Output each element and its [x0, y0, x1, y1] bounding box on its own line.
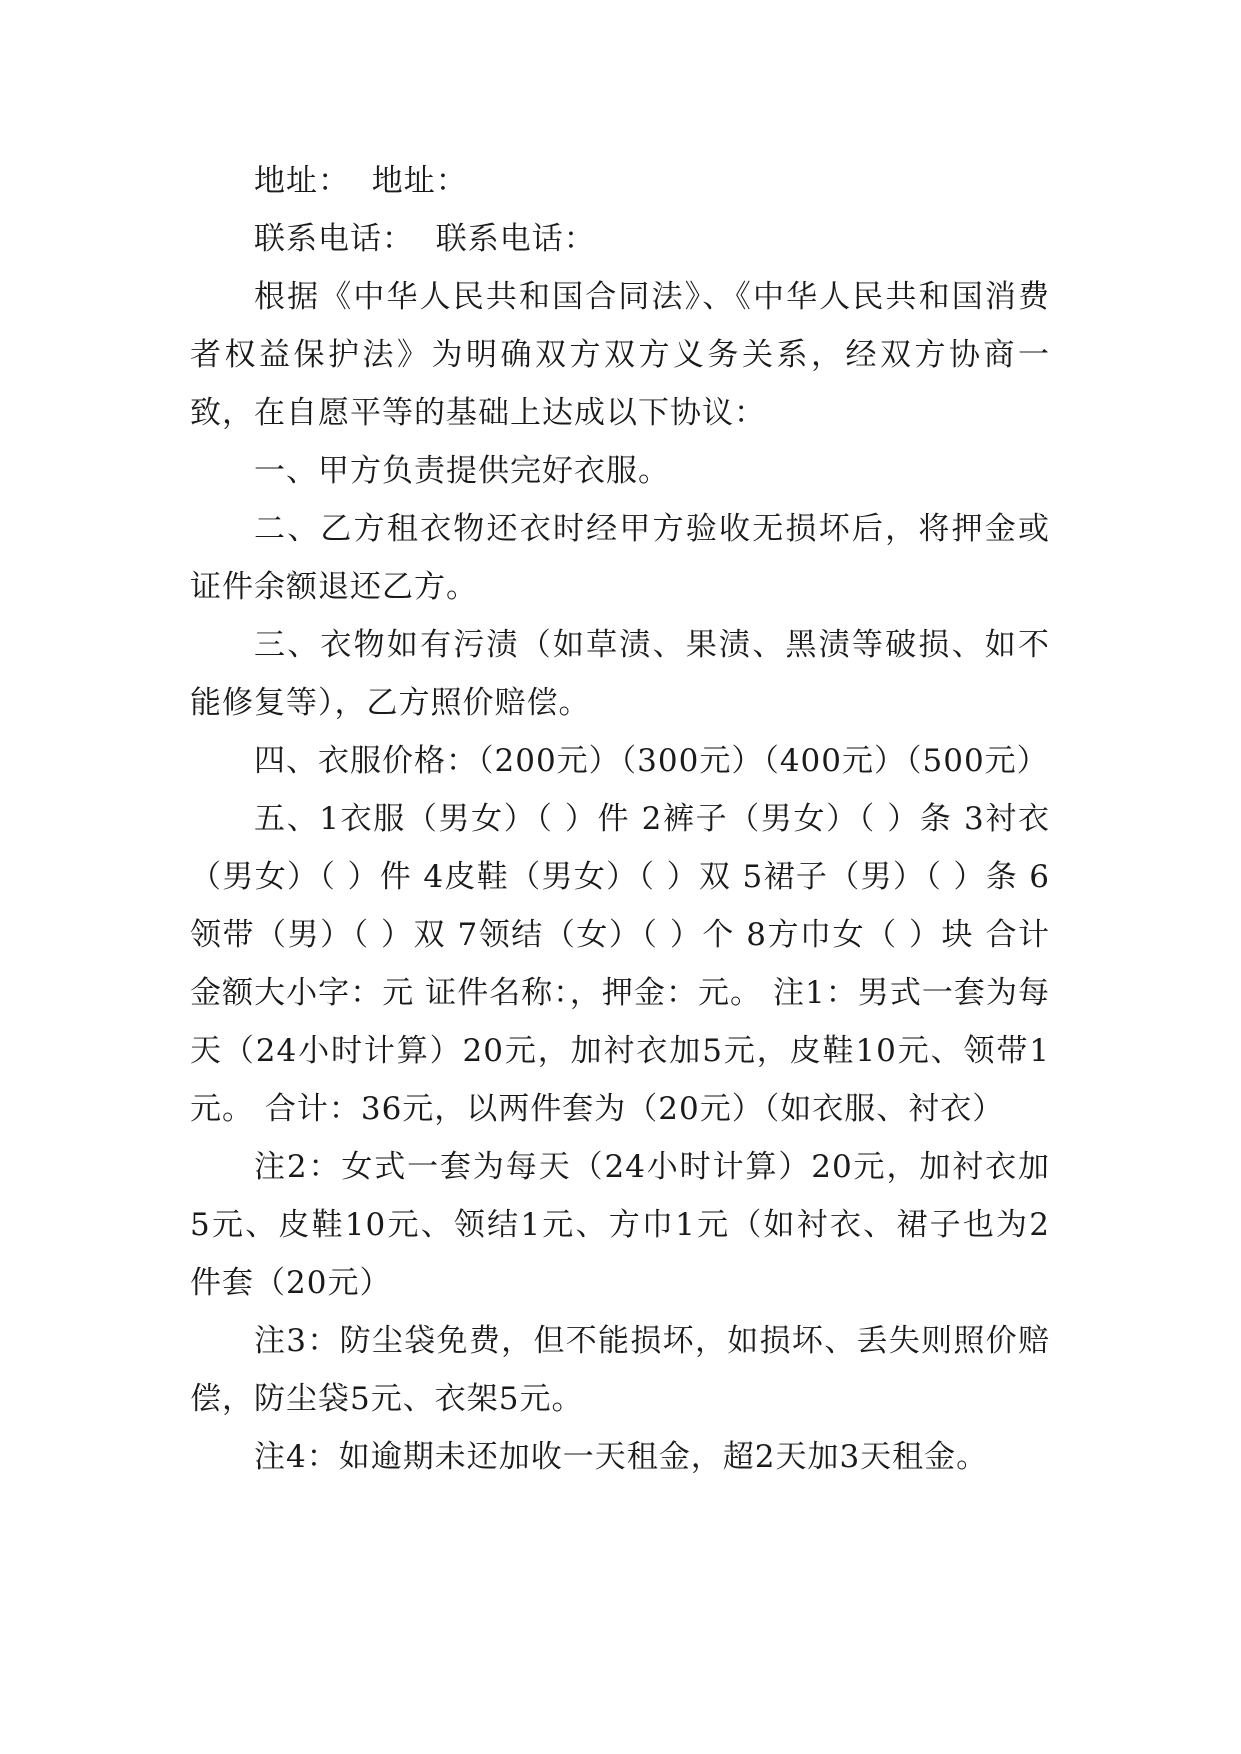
document-body: [190, 152, 1050, 1486]
phone-line: 联系电话： 联系电话：: [254, 221, 596, 257]
clause-5-items: 五、1衣服（男女）（ ）件 2裤子（男女）（ ）条 3衬衣（男女）（ ）件 4皮鞋（男女）（ ）双 5裙子（男）（ ）条 6领带（男）（ ）双 7领结（女）（ ）个 8方巾女（ ）块 合计金额大小字：元 证件名称：，押金：元。 注1：男式一套为每天（24小时计算）20元，加衬衣加5元，皮鞋10元、领带1元。 合计：36元，以两件套为（20元）（如衣服、衬衣）: [190, 801, 1050, 1127]
note-4: 注4：如逾期未还加收一天租金，超2天加3天租金。: [254, 1439, 989, 1475]
note-3: 注3：防尘袋免费，但不能损坏，如损坏、丢失则照价赔偿，防尘袋5元、衣架5元。: [190, 1323, 1050, 1417]
clause-1: 一、甲方负责提供完好衣服。: [254, 453, 670, 489]
preamble-paragraph: 根据《中华人民共和国合同法》、《中华人民共和国消费者权益保护法》为明确双方双方义务关系，经双方协商一致，在自愿平等的基础上达成以下协议：: [190, 279, 1050, 431]
clause-4-prices: 四、衣服价格：（200元）（300元）（400元）（500元）: [254, 743, 1049, 779]
address-line: 地址： 地址：: [254, 163, 468, 199]
note-2: 注2：女式一套为每天（24小时计算）20元，加衬衣加5元、皮鞋10元、领结1元、方巾1元（如衬衣、裙子也为2件套（20元）: [190, 1149, 1050, 1301]
clause-2: 二、乙方租衣物还衣时经甲方验收无损坏后，将押金或证件余额退还乙方。: [190, 511, 1050, 605]
clause-3: 三、衣物如有污渍（如草渍、果渍、黑渍等破损、如不能修复等），乙方照价赔偿。: [190, 627, 1050, 721]
